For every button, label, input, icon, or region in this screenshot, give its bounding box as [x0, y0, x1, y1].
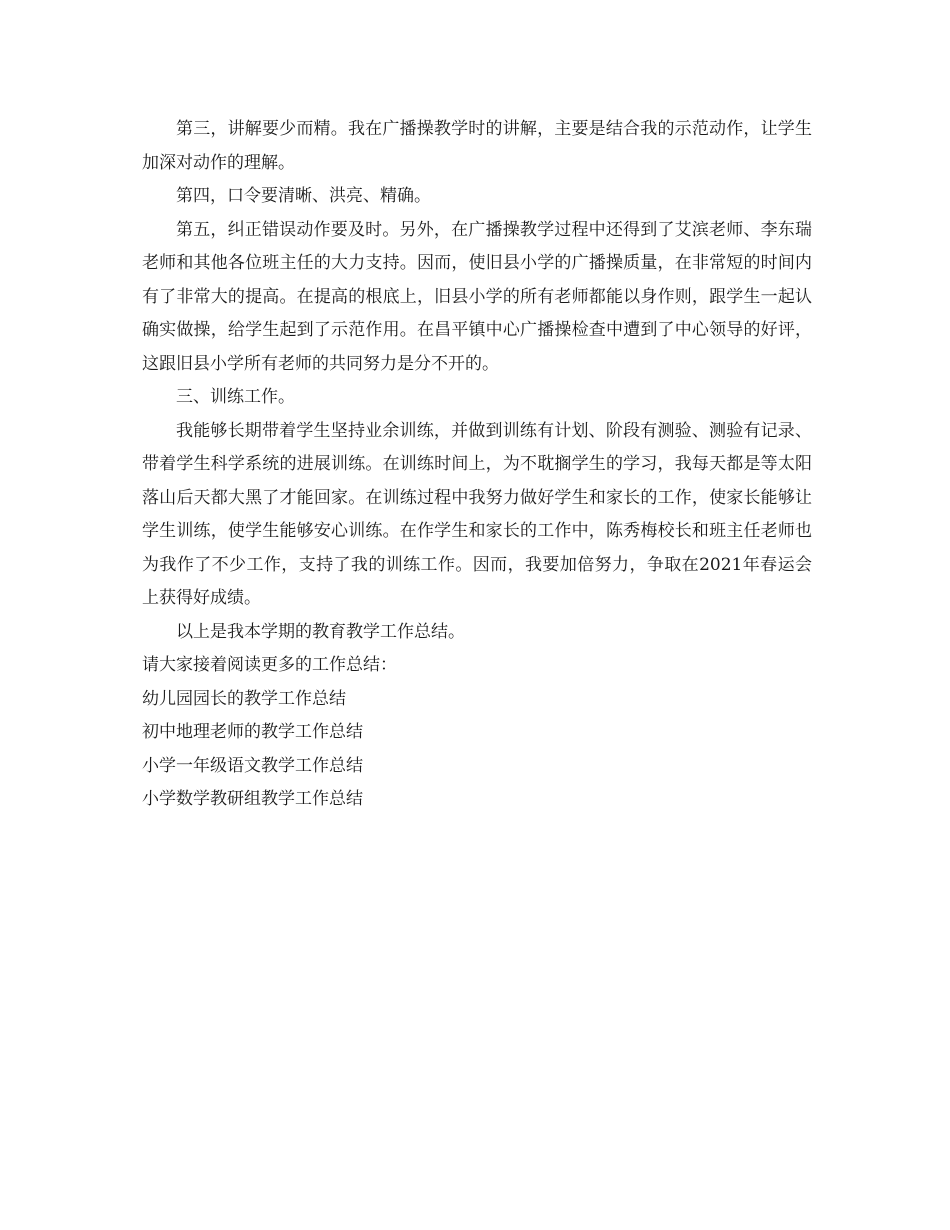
related-link-geography[interactable]: 初中地理老师的教学工作总结 — [142, 722, 363, 742]
related-link-kindergarten[interactable]: 幼儿园园长的教学工作总结 — [142, 688, 346, 709]
document-body — [142, 113, 812, 817]
paragraph-third-point: 第三，讲解要少而精。我在广播操教学时的讲解，主要是结合我的示范动作，让学生加深对动作的理解。 — [142, 119, 812, 173]
paragraph-fifth-point: 第五，纠正错误动作要及时。另外，在广播操教学过程中还得到了艾滨老师、李东瑞老师和其他各位班主任的大力支持。因而，使旧县小学的广播操质量，在非常短的时间内有了非常大的提高。在提高的根底上，旧县小学的所有老师都能以身作则，跟学生一起认确实做操，给学生起到了示范作用。在昌平镇中心广播操检查中遭到了中心领导的好评，这跟旧县小学所有老师的共同努力是分不开的。 — [142, 219, 812, 374]
paragraph-conclusion: 以上是我本学期的教育教学工作总结。 — [176, 621, 465, 642]
paragraph-fourth-point: 第四，口令要清晰、洪亮、精确。 — [176, 186, 431, 206]
paragraph-training: 我能够长期带着学生坚持业余训练，并做到训练有计划、阶段有测验、测验有记录、带着学生科学系统的进展训练。在训练时间上，为不耽搁学生的学习，我每天都是等太阳落山后天都大黑了才能回家。在训练过程中我努力做好学生和家长的工作，使家长能够让学生训练，使学生能够安心训练。在作学生和家长的工作中，陈秀梅校长和班主任老师也为我作了不少工作，支持了我的训练工作。因而，我要加倍努力，争取在2021年春运会上获得好成绩。 — [142, 420, 812, 608]
related-links-list — [142, 683, 812, 817]
related-link-math[interactable]: 小学数学教研组教学工作总结 — [142, 789, 363, 809]
more-reading-label: 请大家接着阅读更多的工作总结： — [142, 655, 397, 675]
related-link-chinese[interactable]: 小学一年级语文教学工作总结 — [142, 755, 363, 776]
section-heading-training: 三、训练工作。 — [176, 387, 295, 407]
